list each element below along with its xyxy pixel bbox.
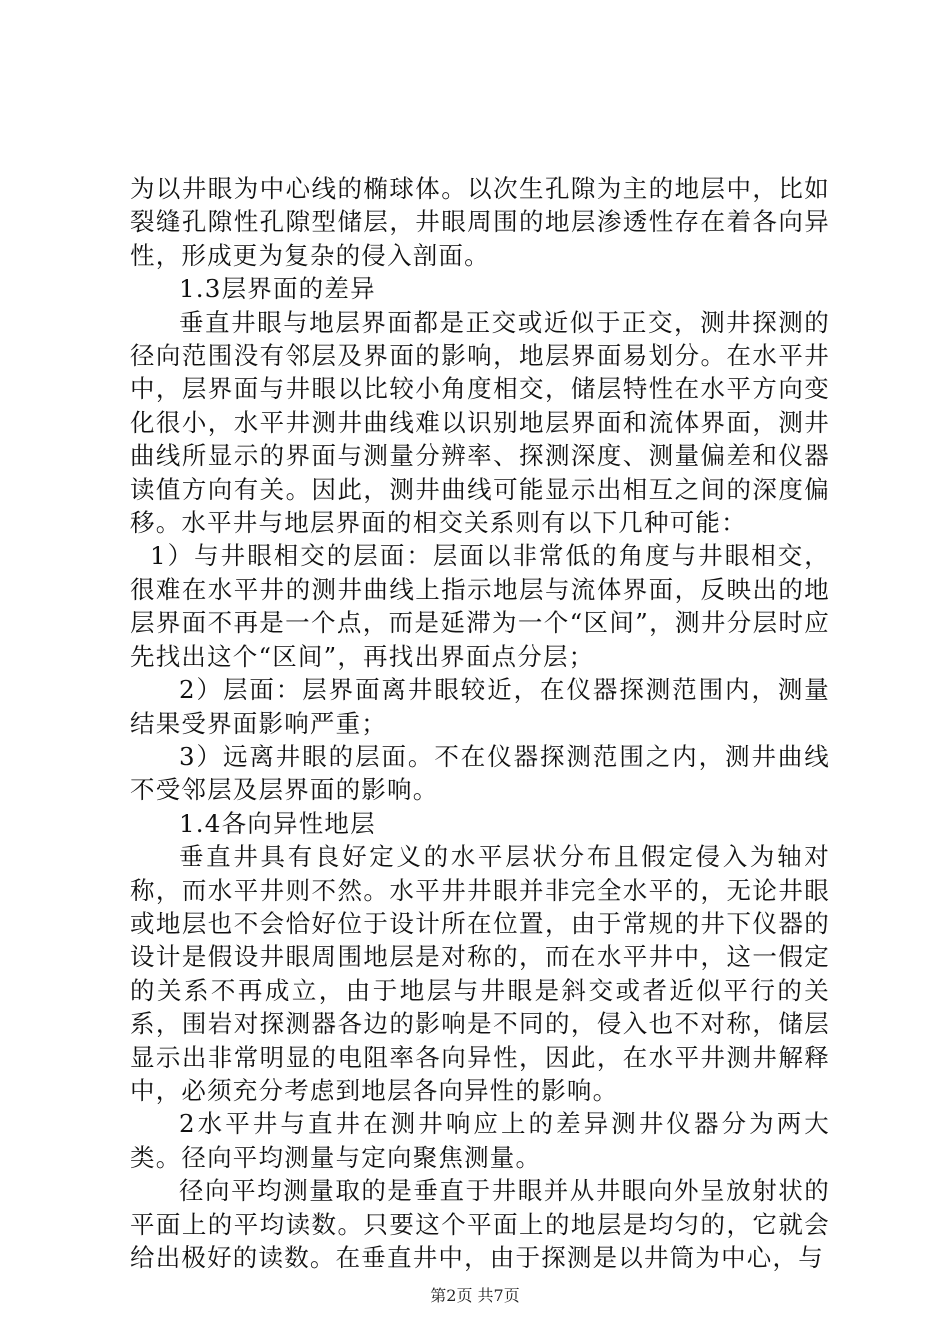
list-item-near-layer: 2）层面：层界面离井眼较近，在仪器探测范围内，测量结果受界面影响严重；	[130, 675, 830, 738]
list-item-far-layer: 3）远离井眼的层面。不在仪器探测范围之内，测井曲线不受邻层及层界面的影响。	[130, 741, 830, 805]
paragraph-radial-average-measurement: 径向平均测量取的是垂直于井眼并从井眼向外呈放射状的平面上的平均读数。只要这个平面上的地层是均匀的，它就会给出极好的读数。在垂直井中，由于探测是以井筒为中心，与	[130, 1176, 830, 1272]
paragraph-invasion-profile: 为以井眼为中心线的椭球体。以次生孔隙为主的地层中，比如裂缝孔隙性孔隙型储层，井眼周围的地层渗透性存在着各向异性，形成更为复杂的侵入剖面。	[130, 174, 830, 270]
paragraph-anisotropic-formation: 垂直井具有良好定义的水平层状分布且假定侵入为轴对称，而水平井则不然。水平井井眼并非完全水平的，无论井眼或地层也不会恰好位于设计所在位置，由于常规的井下仪器的设计是假设井眼周围地层是对称的，而在水平井中，这一假定的关系不再成立，由于地层与井眼是斜交或者近似平行的关系，围岩对探测器各边的影响是不同的，侵入也不对称，储层显示出非常明显的电阻率各向异性，因此，在水平井测井解释中，必须充分考虑到地层各向异性的影响。	[130, 842, 830, 1105]
section-heading-1-4: 1.4各向异性地层	[179, 808, 376, 838]
paragraph-logging-response-difference: 2水平井与直井在测井响应上的差异测井仪器分为两大类。径向平均测量与定向聚焦测量。	[130, 1109, 830, 1172]
paragraph-layer-interface: 垂直井眼与地层界面都是正交或近似于正交，测井探测的径向范围没有邻层及界面的影响，地层界面易划分。在水平井中，层界面与井眼以比较小角度相交，储层特性在水平方向变化很小，水平井测井曲线难以识别地层界面和流体界面，测井曲线所显示的界面与测量分辨率、探测深度、测量偏差和仪器读值方向有关。因此，测井曲线可能显示出相互之间的深度偏移。水平井与地层界面的相交关系则有以下几种可能：	[130, 307, 830, 538]
document-body	[130, 172, 830, 1274]
list-item-intersecting-layer: 1）与井眼相交的层面：层面以非常低的角度与井眼相交，很难在水平井的测井曲线上指示地层与流体界面，反映出的地层界面不再是一个点，而是延滞为一个“区间”，测井分层时应先找出这个“区间”，再找出界面点分层；	[130, 541, 830, 671]
section-heading-1-3: 1.3层界面的差异	[179, 274, 376, 304]
page-number-footer: 第2页 共7页	[430, 1286, 520, 1305]
